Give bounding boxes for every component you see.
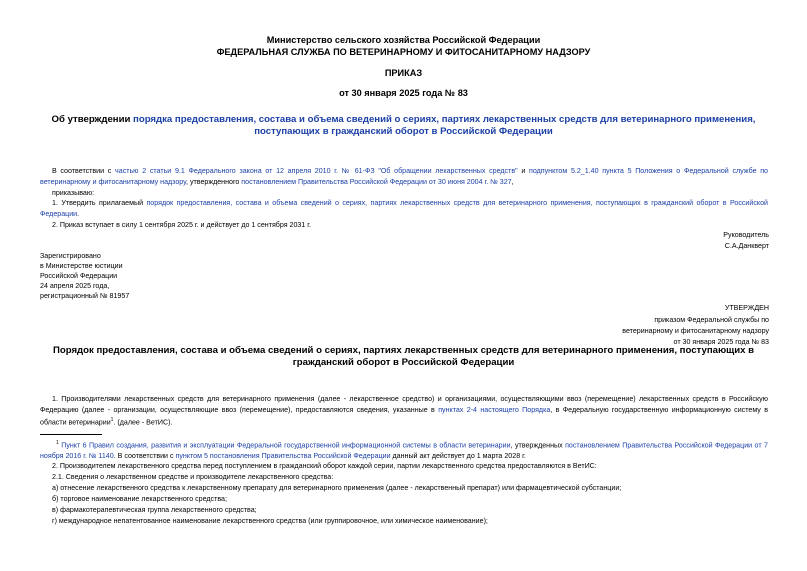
- order-title-link[interactable]: порядка предоставления, состава и объема сведений о сериях, партиях лекарственных средств для ветеринарного применения, поступающих в гражданский оборот в Российской Федерации: [133, 114, 756, 137]
- procedure-subitem-v: в) фармакотерапевтическая группа лекарственного средства;: [52, 506, 257, 514]
- procedure-item-1: [40, 394, 768, 428]
- footnote-ref[interactable]: 1: [110, 417, 114, 423]
- ministry-name: Министерство сельского хозяйства Российской Федерации: [266, 35, 541, 45]
- approval-line-1: УТВЕРЖДЕН: [724, 304, 769, 312]
- link-federal-law-61[interactable]: частью 2 статьи 9.1 Федерального закона от 12 апреля 2010 г. № 61-ФЗ "Об обращении лекарственных средств": [115, 167, 518, 175]
- footnote: [40, 438, 768, 461]
- link-resolution-327[interactable]: постановлением Правительства Российской Федерации от 30 июня 2004 г. № 327: [241, 177, 512, 186]
- link-rules-point-6[interactable]: Пункт 6 Правил создания, развития и эксплуатации Федеральной государственной информационной системы в области ветеринарии: [61, 441, 511, 450]
- preamble-text-4: ,: [511, 177, 514, 186]
- service-name: ФЕДЕРАЛЬНАЯ СЛУЖБА ПО ВЕТЕРИНАРНОМУ И ФИТОСАНИТАРНОМУ НАДЗОРУ: [216, 47, 591, 57]
- item-1: [40, 198, 768, 219]
- footnote-divider: [40, 434, 102, 435]
- registration-line-3: Российской Федерации: [40, 272, 118, 280]
- preamble-text-1: В соответствии с: [52, 167, 116, 175]
- footnote-text-1: , утвержденных: [510, 441, 566, 450]
- approval-line-2: приказом Федеральной службы по: [654, 316, 769, 324]
- procedure-item-1-tail: . (далее - ВетИС).: [113, 418, 173, 427]
- registration-line-2: в Министерстве юстиции: [40, 262, 123, 270]
- procedure-subitem-a: а) отнесение лекарственного средства к лекарственному препарату для ветеринарного применения (далее - лекарственный препарат) или фармацевтической субстанции;: [52, 484, 622, 492]
- preamble-text-3: , утвержденного: [186, 177, 242, 186]
- footnote-mark: 1: [56, 440, 59, 446]
- procedure-title: Порядок предоставления, состава и объема сведений о сериях, партиях лекарственных средств для ветеринарного применения, поступающих в гражданский оборот в Российской Федерации: [52, 345, 755, 368]
- preamble-text-2: и: [517, 167, 529, 175]
- link-resolution-point-5[interactable]: пунктом 5 постановления Правительства Российской Федерации: [175, 451, 391, 460]
- procedure-item-2-1: 2.1. Сведения о лекарственном средстве и производителе лекарственного средства:: [52, 473, 334, 481]
- link-regulation-5-2[interactable]: подпунктом 5.2_1.40 пункта 5 Положения о Федеральной службе по ветеринарному и фитосанитарному надзору: [40, 167, 769, 186]
- preamble-order: приказываю:: [52, 189, 95, 197]
- registration-line-5: регистрационный № 81957: [40, 292, 130, 300]
- link-points-2-4[interactable]: пунктах 2-4 настоящего Порядка: [438, 405, 551, 414]
- signature-name: С.А.Данкверт: [724, 242, 769, 250]
- order-title: [36, 114, 771, 138]
- item-2: 2. Приказ вступает в силу 1 сентября 2025 г. и действует до 1 сентября 2031 г.: [52, 221, 311, 229]
- item-1-text: 1. Утвердить прилагаемый: [52, 199, 147, 207]
- registration-block: [40, 251, 129, 301]
- item-1-end: .: [77, 209, 80, 218]
- procedure-item-1-end: , в Федеральную государственную информационную систему в области ветеринарии: [40, 405, 768, 427]
- preamble: [40, 166, 768, 187]
- procedure-item-2: 2. Производителем лекарственного средства перед поступлением в гражданский оборот каждой серии, партии лекарственного средства предоставляются в ВетИС:: [52, 462, 597, 470]
- footnote-text-2: . В соответствии с: [113, 451, 176, 460]
- footnote-text-3: данный акт действует до 1 марта 2028 г.: [390, 451, 526, 460]
- procedure-subitem-b: б) торговое наименование лекарственного средства;: [52, 495, 227, 503]
- link-resolution-1140[interactable]: постановлением Правительства Российской Федерации от 7 ноября 2016 г. № 1140: [40, 441, 768, 460]
- procedure-subitem-g: г) международное непатентованное наименование лекарственного средства (или группировочное, или химическое наименование);: [52, 517, 488, 525]
- doc-date: от 30 января 2025 года № 83: [339, 88, 468, 98]
- registration-line-1: Зарегистрировано: [40, 252, 101, 260]
- registration-line-4: 24 апреля 2025 года,: [40, 282, 110, 290]
- order-title-prefix: Об утверждении: [51, 114, 134, 125]
- signature-role: Руководитель: [723, 231, 769, 239]
- approval-line-3: ветеринарному и фитосанитарному надзору: [622, 327, 769, 335]
- doc-type: ПРИКАЗ: [384, 68, 423, 78]
- link-approved-procedure[interactable]: порядок предоставления, состава и объема сведений о сериях, партиях лекарственных средств для ветеринарного применения, поступающих в гражданский оборот в Российской Федерации: [40, 199, 768, 218]
- procedure-item-1-text: 1. Производителями лекарственных средств для ветеринарного применения (далее - лекарственное средство) и организациями, осуществляющими ввоз (перемещение) лекарственных средств в Российскую Федерацию (далее - организации, осуществляющие ввоз (перемещение), предоставляются сведения, указанные в: [40, 395, 768, 414]
- approval-line-4: от 30 января 2025 года № 83: [673, 338, 769, 346]
